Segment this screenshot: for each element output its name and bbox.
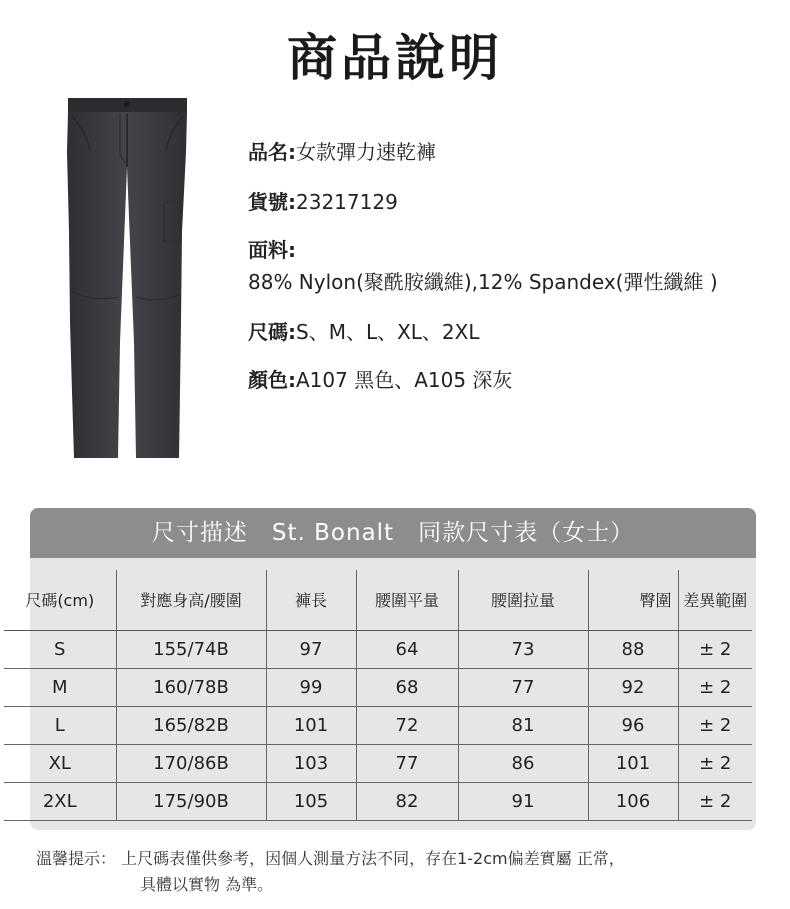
column-header: 對應身高/腰圍 <box>116 570 266 630</box>
table-cell: 64 <box>356 630 458 668</box>
table-row <box>4 706 752 744</box>
table-cell: S <box>4 630 116 668</box>
table-cell: 92 <box>588 668 678 706</box>
product-name-value: 女款彈力速乾褲 <box>296 140 436 164</box>
table-cell: 86 <box>458 744 588 782</box>
table-cell: 175/90B <box>116 782 266 820</box>
table-cell: 103 <box>266 744 356 782</box>
table-row <box>4 744 752 782</box>
size-note-line2: 具體以實物 為準。 <box>140 875 274 894</box>
size-chart-table <box>4 570 752 821</box>
material-value: 88% Nylon(聚酰胺纖維),12% Spandex(彈性纖維 ) <box>248 270 718 294</box>
table-cell: ± 2 <box>678 782 752 820</box>
table-row <box>4 782 752 820</box>
product-name-label: 品名: <box>248 140 296 164</box>
table-cell: 155/74B <box>116 630 266 668</box>
size-chart-table-wrap <box>4 570 752 821</box>
table-cell: 97 <box>266 630 356 668</box>
column-header: 尺碼(cm) <box>4 570 116 630</box>
color-value: A107 黑色、A105 深灰 <box>296 368 513 392</box>
table-cell: 68 <box>356 668 458 706</box>
table-cell: 73 <box>458 630 588 668</box>
page-title: 商品說明 <box>287 29 503 87</box>
color-label: 顏色: <box>248 368 296 392</box>
table-cell: 106 <box>588 782 678 820</box>
table-cell: 82 <box>356 782 458 820</box>
table-cell: 72 <box>356 706 458 744</box>
table-cell: XL <box>4 744 116 782</box>
table-cell: 96 <box>588 706 678 744</box>
column-header: 差異範圍 <box>678 570 752 630</box>
table-cell: ± 2 <box>678 668 752 706</box>
table-row <box>4 668 752 706</box>
table-cell: 165/82B <box>116 706 266 744</box>
sku-value: 23217129 <box>296 190 398 214</box>
table-cell: 101 <box>266 706 356 744</box>
column-header: 腰圍拉量 <box>458 570 588 630</box>
table-cell: 105 <box>266 782 356 820</box>
size-value: S、M、L、XL、2XL <box>296 320 480 344</box>
table-cell: ± 2 <box>678 630 752 668</box>
table-header-row <box>4 570 752 630</box>
column-header: 臀圍 <box>588 570 678 630</box>
material-value-row <box>248 266 718 295</box>
material-label-row <box>248 234 296 263</box>
table-cell: 2XL <box>4 782 116 820</box>
table-cell: 77 <box>458 668 588 706</box>
table-cell: 91 <box>458 782 588 820</box>
size-row <box>248 316 480 345</box>
table-cell: L <box>4 706 116 744</box>
pants-photo <box>60 92 195 464</box>
size-note <box>36 846 625 898</box>
table-cell: 101 <box>588 744 678 782</box>
table-cell: M <box>4 668 116 706</box>
table-cell: 81 <box>458 706 588 744</box>
column-header: 腰圍平量 <box>356 570 458 630</box>
table-cell: 88 <box>588 630 678 668</box>
table-cell: ± 2 <box>678 706 752 744</box>
table-cell: 160/78B <box>116 668 266 706</box>
column-header: 褲長 <box>266 570 356 630</box>
sku-label: 貨號: <box>248 190 296 214</box>
product-name-row <box>248 136 436 165</box>
table-cell: 99 <box>266 668 356 706</box>
size-note-line1: 溫馨提示： 上尺碼表僅供參考，因個人測量方法不同，存在1-2cm偏差實屬 正常， <box>36 849 625 868</box>
table-cell: 77 <box>356 744 458 782</box>
table-cell: ± 2 <box>678 744 752 782</box>
pants-icon <box>60 92 195 464</box>
size-label: 尺碼: <box>248 320 296 344</box>
color-row <box>248 364 512 393</box>
material-label: 面料: <box>248 238 296 262</box>
size-chart-header: 尺寸描述 St. Bonalt 同款尺寸表（女士） <box>30 508 756 558</box>
sku-row <box>248 186 398 215</box>
table-row <box>4 630 752 668</box>
table-cell: 170/86B <box>116 744 266 782</box>
